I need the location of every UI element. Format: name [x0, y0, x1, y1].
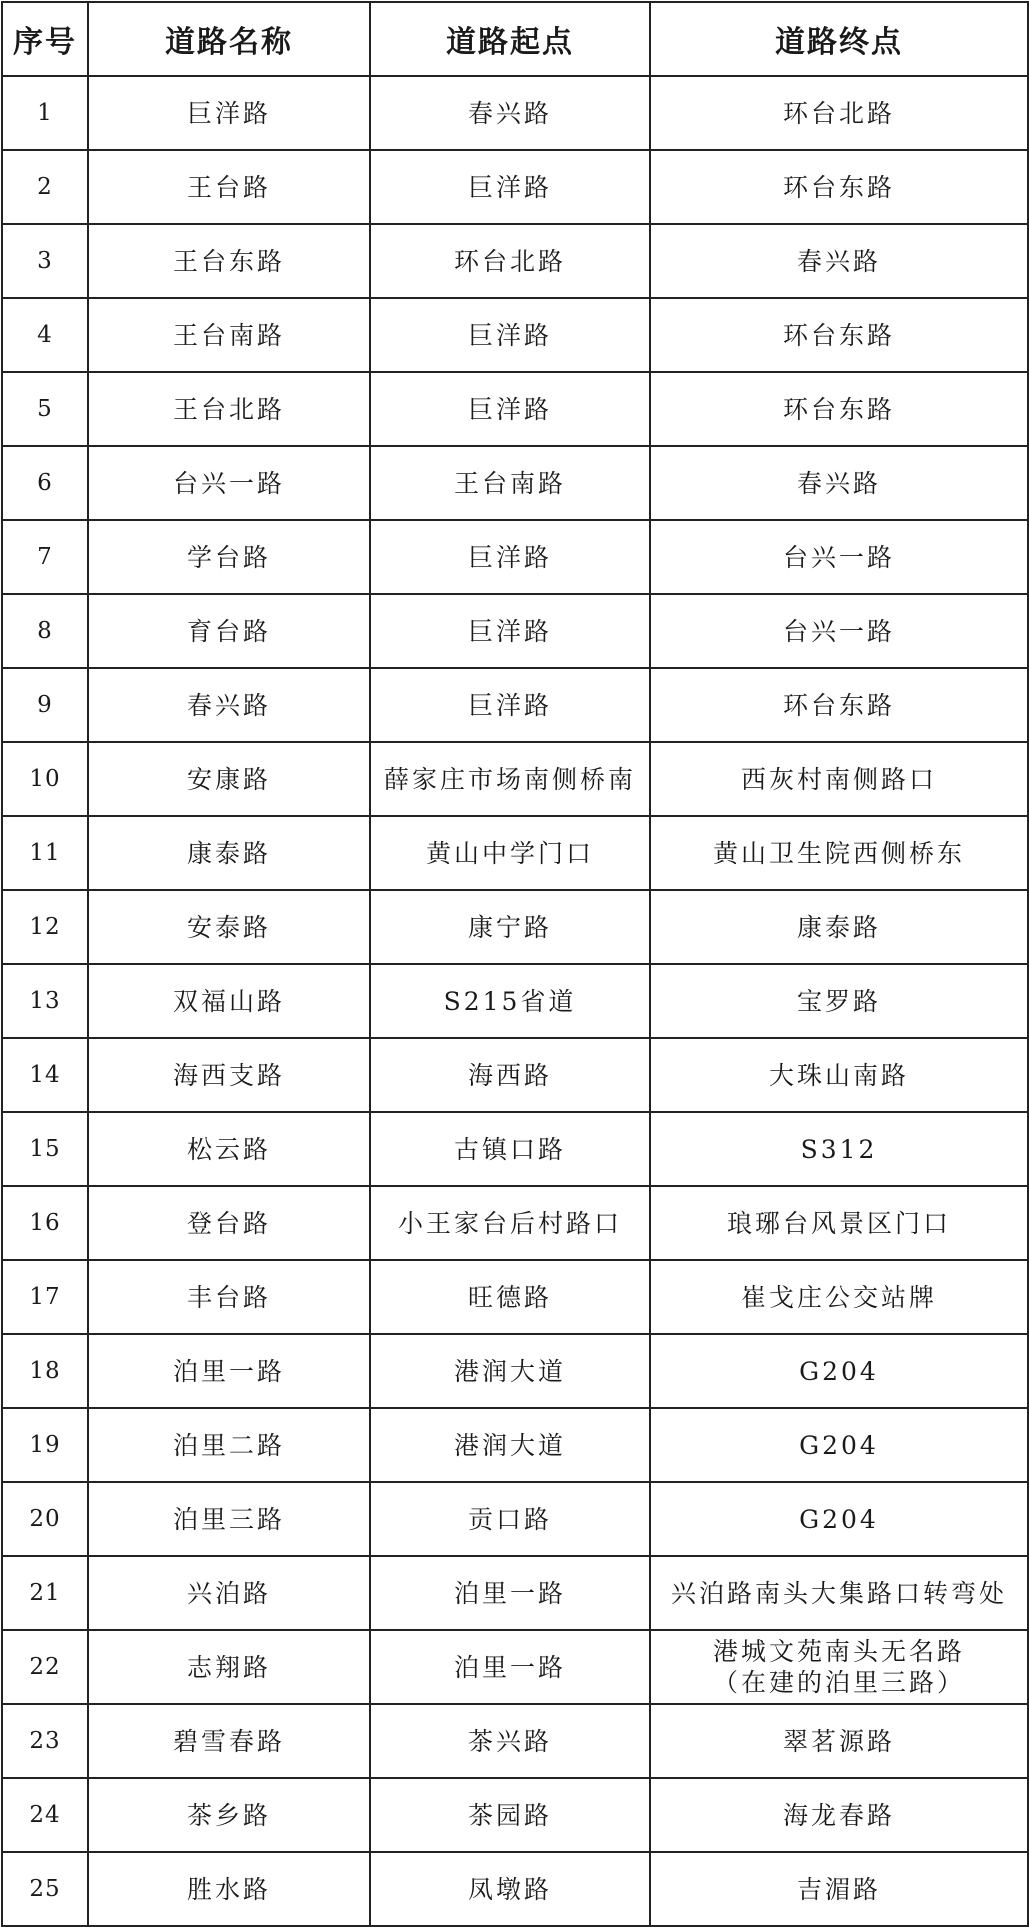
cell-road-start: 环台北路 — [370, 224, 650, 298]
cell-road-start: 贡口路 — [370, 1482, 650, 1556]
cell-road-start: 旺德路 — [370, 1260, 650, 1334]
cell-num: 21 — [2, 1556, 88, 1630]
cell-num: 17 — [2, 1260, 88, 1334]
cell-num: 11 — [2, 816, 88, 890]
table-row — [2, 446, 1028, 520]
cell-road-name: 兴泊路 — [88, 1556, 370, 1630]
header-road-start: 道路起点 — [370, 2, 650, 76]
table-row — [2, 594, 1028, 668]
cell-num: 24 — [2, 1778, 88, 1852]
cell-road-end: 琅琊台风景区门口 — [650, 1186, 1028, 1260]
cell-road-start: 茶兴路 — [370, 1704, 650, 1778]
cell-num: 20 — [2, 1482, 88, 1556]
cell-road-end: 吉湄路 — [650, 1852, 1028, 1926]
cell-road-end: 翠茗源路 — [650, 1704, 1028, 1778]
table-body — [2, 76, 1028, 1926]
cell-road-end: S312 — [650, 1112, 1028, 1186]
cell-num: 7 — [2, 520, 88, 594]
cell-num: 2 — [2, 150, 88, 224]
header-num: 序号 — [2, 2, 88, 76]
cell-road-end: 春兴路 — [650, 446, 1028, 520]
cell-road-end: G204 — [650, 1482, 1028, 1556]
cell-road-end-note: （在建的泊里三路） — [712, 1668, 965, 1697]
table-row — [2, 1260, 1028, 1334]
cell-road-start: 黄山中学门口 — [370, 816, 650, 890]
cell-road-name: 安康路 — [88, 742, 370, 816]
table-row — [2, 668, 1028, 742]
cell-road-name: 巨洋路 — [88, 76, 370, 150]
table-row — [2, 1334, 1028, 1408]
cell-road-name: 碧雪春路 — [88, 1704, 370, 1778]
table-row — [2, 1482, 1028, 1556]
cell-road-start: 古镇口路 — [370, 1112, 650, 1186]
cell-road-name: 胜水路 — [88, 1852, 370, 1926]
cell-road-name: 泊里一路 — [88, 1334, 370, 1408]
cell-road-name: 双福山路 — [88, 964, 370, 1038]
table-row — [2, 76, 1028, 150]
cell-road-start: 泊里一路 — [370, 1630, 650, 1704]
cell-num: 10 — [2, 742, 88, 816]
cell-road-start: 泊里一路 — [370, 1556, 650, 1630]
cell-road-name: 丰台路 — [88, 1260, 370, 1334]
cell-num: 19 — [2, 1408, 88, 1482]
cell-road-end: 环台东路 — [650, 298, 1028, 372]
cell-road-end: G204 — [650, 1334, 1028, 1408]
cell-road-start: 海西路 — [370, 1038, 650, 1112]
table-row — [2, 150, 1028, 224]
road-table — [1, 1, 1029, 1927]
cell-road-end: 康泰路 — [650, 890, 1028, 964]
table-header-row — [2, 2, 1028, 76]
cell-road-start: 巨洋路 — [370, 150, 650, 224]
cell-road-end: 环台东路 — [650, 372, 1028, 446]
cell-num: 9 — [2, 668, 88, 742]
cell-road-end: 台兴一路 — [650, 594, 1028, 668]
table-row — [2, 816, 1028, 890]
cell-num: 5 — [2, 372, 88, 446]
cell-road-start: S215省道 — [370, 964, 650, 1038]
table-row — [2, 298, 1028, 372]
table-row — [2, 964, 1028, 1038]
cell-road-start: 巨洋路 — [370, 372, 650, 446]
cell-road-end: 宝罗路 — [650, 964, 1028, 1038]
cell-num: 16 — [2, 1186, 88, 1260]
table-row — [2, 1112, 1028, 1186]
table-row — [2, 890, 1028, 964]
table-row — [2, 1630, 1028, 1704]
cell-num: 18 — [2, 1334, 88, 1408]
cell-road-name: 海西支路 — [88, 1038, 370, 1112]
cell-road-start: 王台南路 — [370, 446, 650, 520]
cell-road-end: 海龙春路 — [650, 1778, 1028, 1852]
cell-road-name: 育台路 — [88, 594, 370, 668]
cell-road-start: 巨洋路 — [370, 668, 650, 742]
cell-road-end: 环台东路 — [650, 150, 1028, 224]
cell-road-name: 茶乡路 — [88, 1778, 370, 1852]
cell-road-name: 学台路 — [88, 520, 370, 594]
table-row — [2, 372, 1028, 446]
cell-road-start: 巨洋路 — [370, 594, 650, 668]
cell-road-start: 小王家台后村路口 — [370, 1186, 650, 1260]
cell-num: 22 — [2, 1630, 88, 1704]
cell-num: 4 — [2, 298, 88, 372]
table-row — [2, 1408, 1028, 1482]
cell-road-name: 台兴一路 — [88, 446, 370, 520]
cell-road-name: 王台东路 — [88, 224, 370, 298]
table-row — [2, 1852, 1028, 1926]
cell-num: 23 — [2, 1704, 88, 1778]
cell-road-end: 西灰村南侧路口 — [650, 742, 1028, 816]
cell-road-start: 港润大道 — [370, 1334, 650, 1408]
cell-road-end: G204 — [650, 1408, 1028, 1482]
cell-road-name: 泊里三路 — [88, 1482, 370, 1556]
cell-road-name: 春兴路 — [88, 668, 370, 742]
cell-road-start: 春兴路 — [370, 76, 650, 150]
cell-num: 15 — [2, 1112, 88, 1186]
table-row — [2, 520, 1028, 594]
table-row — [2, 1704, 1028, 1778]
header-road-end: 道路终点 — [650, 2, 1028, 76]
table-row — [2, 1186, 1028, 1260]
table-row — [2, 224, 1028, 298]
cell-road-name: 登台路 — [88, 1186, 370, 1260]
cell-num: 12 — [2, 890, 88, 964]
table-row — [2, 1038, 1028, 1112]
cell-num: 3 — [2, 224, 88, 298]
cell-road-name: 王台北路 — [88, 372, 370, 446]
cell-road-start: 巨洋路 — [370, 520, 650, 594]
cell-road-name: 安泰路 — [88, 890, 370, 964]
cell-road-start: 薛家庄市场南侧桥南 — [370, 742, 650, 816]
table-row — [2, 742, 1028, 816]
cell-road-name: 康泰路 — [88, 816, 370, 890]
cell-num: 8 — [2, 594, 88, 668]
cell-road-start: 巨洋路 — [370, 298, 650, 372]
cell-road-start: 凤墩路 — [370, 1852, 650, 1926]
cell-num: 6 — [2, 446, 88, 520]
cell-road-name: 泊里二路 — [88, 1408, 370, 1482]
cell-road-end: 环台北路 — [650, 76, 1028, 150]
cell-road-name: 志翔路 — [88, 1630, 370, 1704]
cell-num: 25 — [2, 1852, 88, 1926]
cell-num: 13 — [2, 964, 88, 1038]
cell-road-end: 大珠山南路 — [650, 1038, 1028, 1112]
cell-road-end: 崔戈庄公交站牌 — [650, 1260, 1028, 1334]
cell-num: 1 — [2, 76, 88, 150]
cell-road-end: 兴泊路南头大集路口转弯处 — [650, 1556, 1028, 1630]
cell-num: 14 — [2, 1038, 88, 1112]
cell-road-end: 春兴路 — [650, 224, 1028, 298]
cell-road-start: 康宁路 — [370, 890, 650, 964]
cell-road-start: 港润大道 — [370, 1408, 650, 1482]
cell-road-end: 黄山卫生院西侧桥东 — [650, 816, 1028, 890]
cell-road-start: 茶园路 — [370, 1778, 650, 1852]
cell-road-end: 台兴一路 — [650, 520, 1028, 594]
cell-road-end: 环台东路 — [650, 668, 1028, 742]
cell-road-name: 王台南路 — [88, 298, 370, 372]
cell-road-name: 王台路 — [88, 150, 370, 224]
header-road-name: 道路名称 — [88, 2, 370, 76]
cell-road-end — [650, 1630, 1028, 1704]
table-row — [2, 1778, 1028, 1852]
cell-road-name: 松云路 — [88, 1112, 370, 1186]
cell-road-end-main: 港城文苑南头无名路 — [712, 1637, 965, 1666]
table-row — [2, 1556, 1028, 1630]
